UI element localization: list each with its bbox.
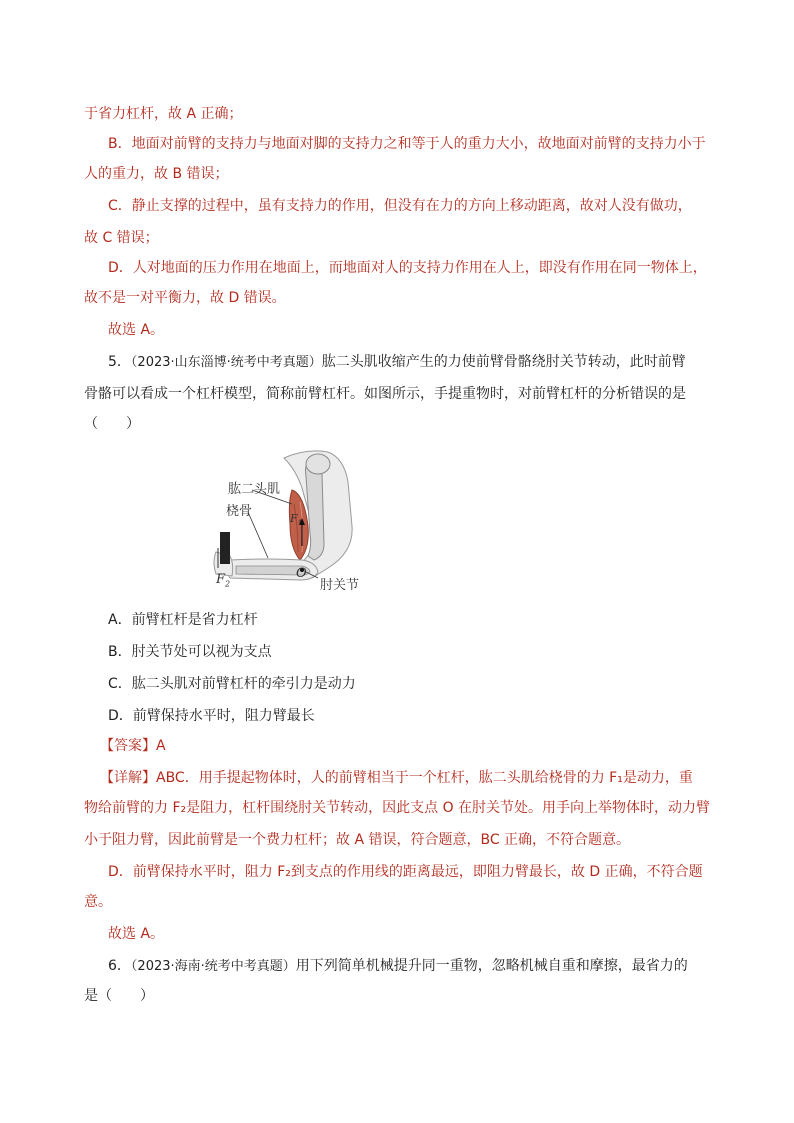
answer-blank: （ ） bbox=[84, 416, 140, 432]
detail-text: ABC．用手提起物体时，人的前臂相当于一个杠杆，肱二头肌给桡骨的力 F₁是动力，重 bbox=[156, 770, 693, 786]
label-f2 bbox=[216, 572, 230, 589]
option-c: C．肱二头肌对前臂杠杆的牵引力是动力 bbox=[108, 676, 356, 692]
label-elbow: 肘关节 bbox=[320, 578, 360, 593]
explain-line: 故 C 错误； bbox=[84, 230, 159, 246]
label-radius: 桡骨 bbox=[226, 504, 253, 519]
f2-symbol: F bbox=[216, 572, 226, 587]
detail-conclusion: 故选 A。 bbox=[108, 926, 165, 942]
question-text: 骨骼可以看成一个杠杆模型，简称前臂杠杆。如图所示，手提重物时，对前臂杠杆的分析错误的是 bbox=[84, 386, 686, 402]
detail-line: 小于阻力臂，因此前臂是一个费力杠杆；故 A 错误，符合题意，BC 正确，不符合题意。 bbox=[84, 832, 631, 848]
arm-illustration bbox=[206, 448, 372, 594]
option-d: D．前臂保持水平时，阻力臂最长 bbox=[108, 708, 315, 724]
question-text: 是（ ） bbox=[84, 988, 154, 1004]
f2-subscript: 2 bbox=[225, 579, 231, 589]
f1-symbol: F bbox=[290, 512, 298, 525]
explain-option-d: D．人对地面的压力作用在地面上，而地面对人的支持力作用在人上，即没有作用在同一物体上， bbox=[108, 260, 707, 276]
question-source: （2023·海南·统考中考真题） bbox=[130, 959, 296, 974]
label-f1 bbox=[290, 512, 302, 527]
answer-value: A bbox=[156, 738, 166, 754]
question-5-line1 bbox=[108, 352, 748, 373]
explain-option-b: B．地面对前臂的支持力与地面对脚的支持力之和等于人的重力大小，故地面对前臂的支持力小于 bbox=[108, 136, 706, 152]
answer-tag: 【答案】 bbox=[100, 738, 156, 754]
question-text: 肱二头肌收缩产生的力使前臂骨骼绕肘关节转动，此时前臂 bbox=[321, 354, 686, 370]
question-6-line1 bbox=[108, 956, 748, 977]
explain-line: 人的重力，故 B 错误； bbox=[84, 166, 229, 182]
question-number: 5． bbox=[108, 354, 131, 370]
f1-subscript: 1 bbox=[297, 519, 303, 528]
detail-line: 意。 bbox=[84, 894, 112, 910]
option-a: A．前臂杠杆是省力杠杆 bbox=[108, 612, 258, 628]
question-source: （2023·山东淄博·统考中考真题） bbox=[130, 355, 322, 370]
explain-line: 故不是一对平衡力，故 D 错误。 bbox=[84, 290, 286, 306]
detail-line: D．前臂保持水平时，阻力 F₂到支点的作用线的距离最远，即阻力臂最长，故 D 正确，不符合题 bbox=[108, 864, 703, 880]
question-text: 用下列简单机械提升同一重物，忽略机械自重和摩擦，最省力的 bbox=[295, 958, 688, 974]
label-pivot: O bbox=[296, 566, 307, 581]
detail-line: 物给前臂的力 F₂是阻力，杠杆围绕肘关节转动，因此支点 O 在肘关节处。用手向上举物体时，动力臂 bbox=[84, 800, 711, 816]
detail-tag: 【详解】 bbox=[100, 770, 156, 786]
explain-line: 于省力杠杆，故 A 正确； bbox=[84, 106, 243, 122]
question-number: 6． bbox=[108, 958, 131, 974]
detail-line bbox=[100, 768, 740, 788]
label-biceps: 肱二头肌 bbox=[228, 482, 281, 497]
option-b: B．肘关节处可以视为支点 bbox=[108, 644, 272, 660]
answer-line bbox=[100, 736, 740, 756]
explain-conclusion: 故选 A。 bbox=[108, 322, 165, 338]
explain-option-c: C．静止支撑的过程中，虽有支持力的作用，但没有在力的方向上移动距离，故对人没有做功， bbox=[108, 198, 692, 214]
forearm-lever-figure bbox=[206, 448, 372, 594]
